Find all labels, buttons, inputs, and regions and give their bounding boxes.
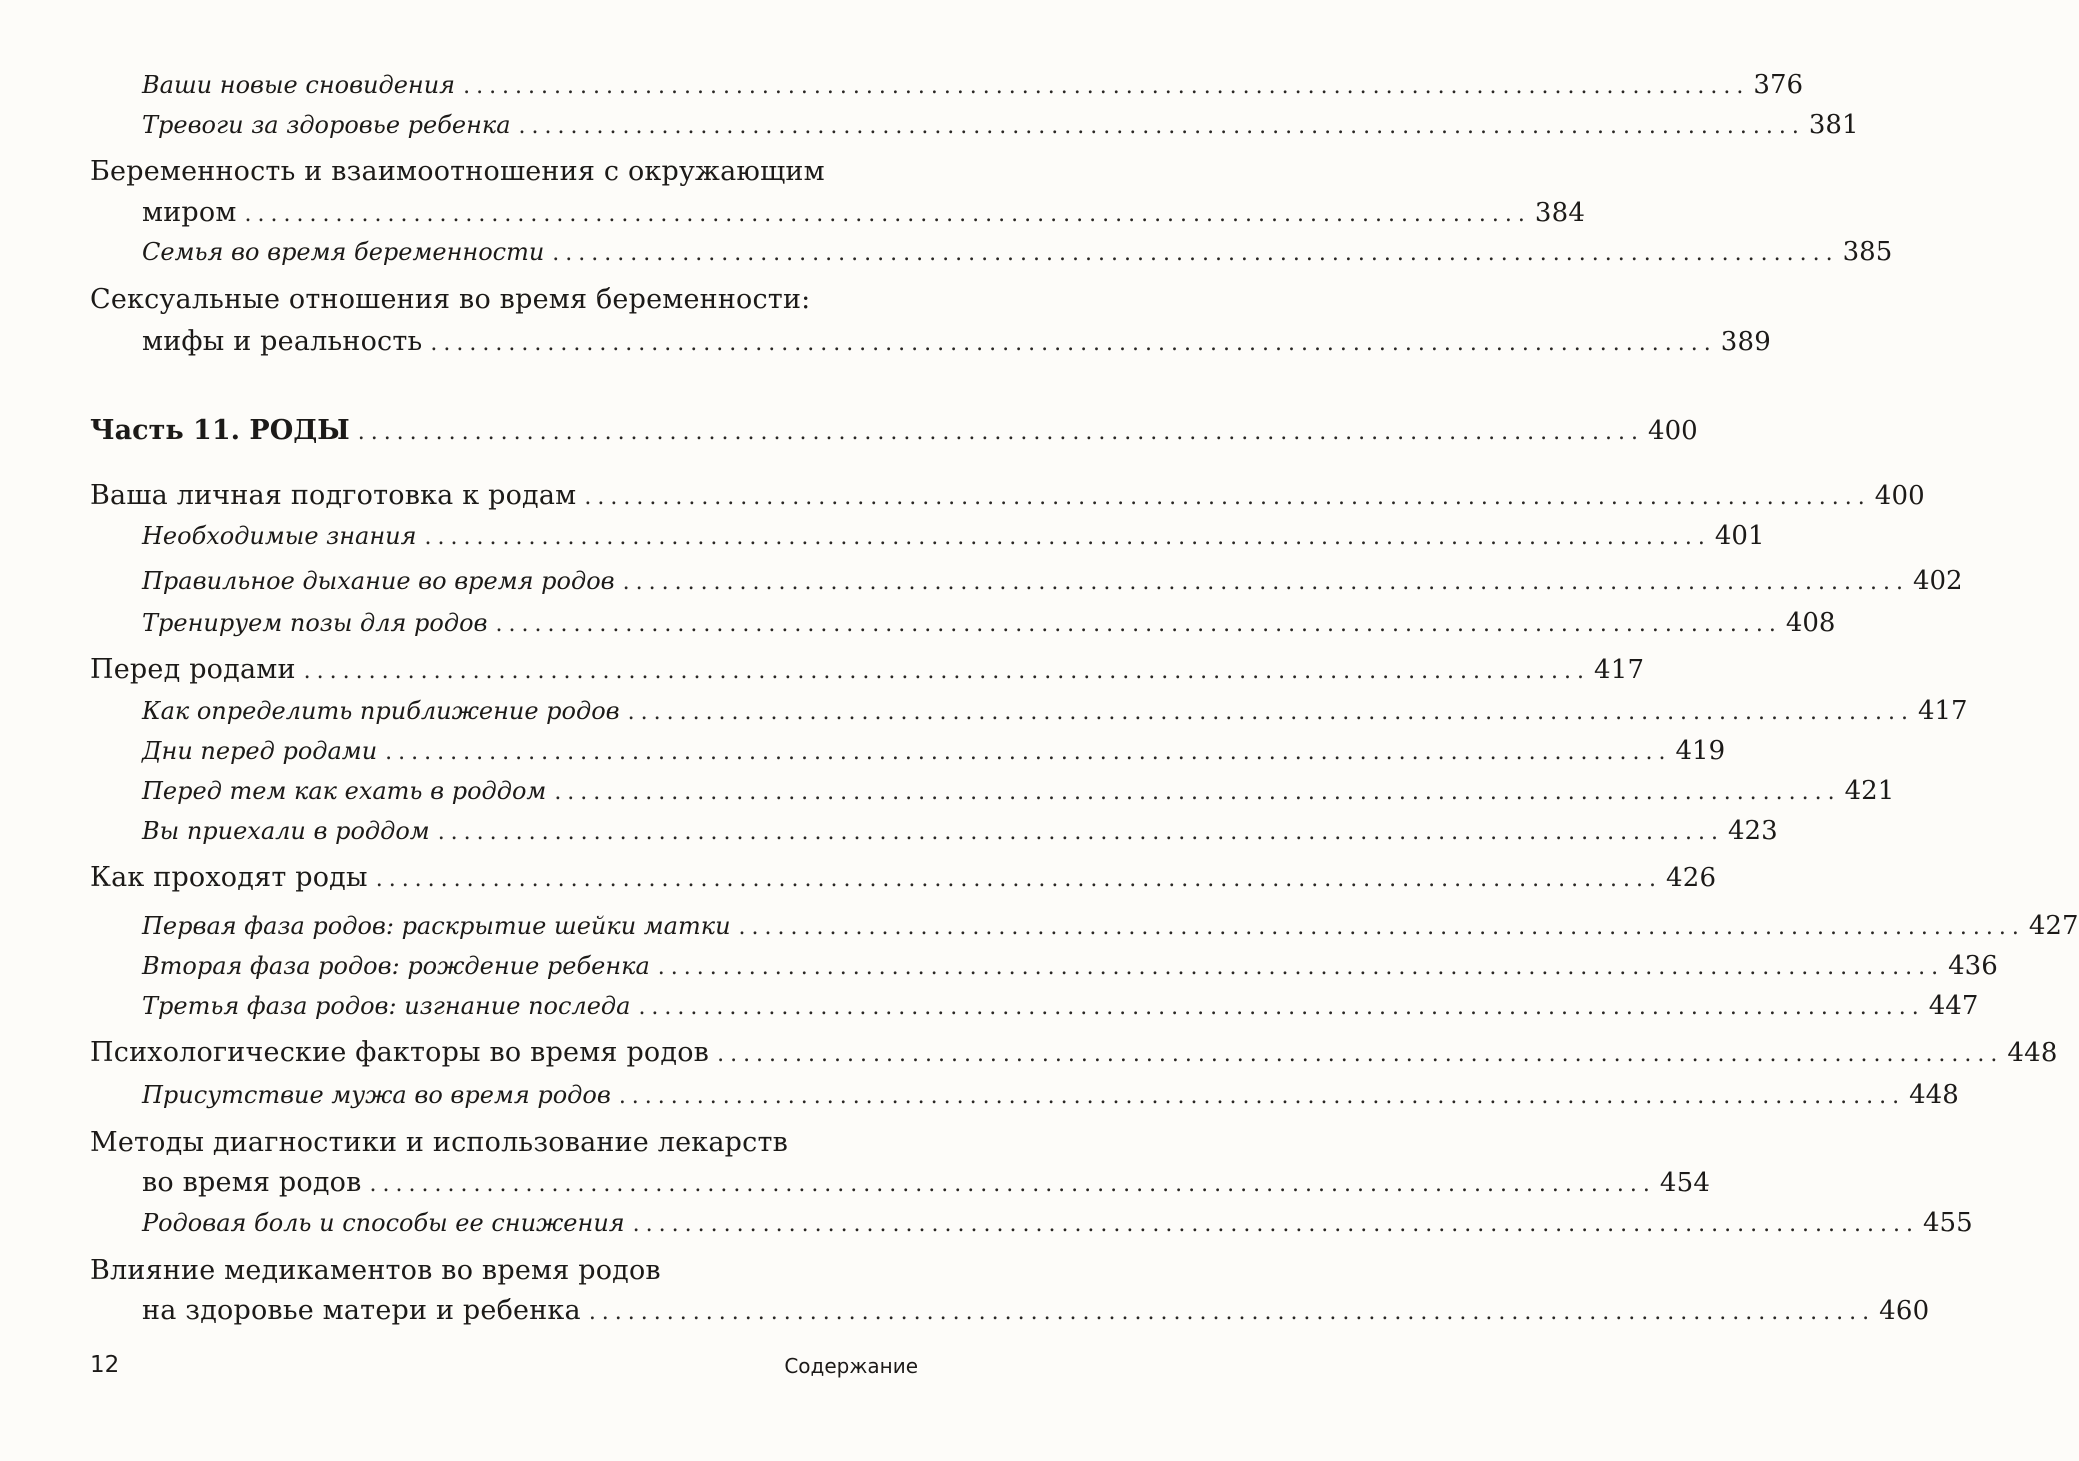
toc-entry-title: Тренируем позы для родов [142,609,488,637]
toc-row [142,326,1771,357]
toc-entry-title: Перед родами [90,654,296,685]
toc-entry-page: 417 [1593,655,1645,685]
toc-entry-title: Необходимые знания [142,522,417,550]
leader-dots: ................................................................................................... [375,867,1663,892]
toc-entry-page: 448 [1909,1080,1959,1110]
toc-row [142,521,1765,551]
toc-row [142,237,1893,267]
toc-entry-page: 455 [1923,1208,1973,1238]
toc-row [90,1037,2058,1068]
toc-entry-page: 419 [1675,736,1726,766]
toc-entry-page: 385 [1842,237,1893,267]
toc-row [142,951,1998,981]
toc-row [142,566,1963,596]
leader-dots: ................................................................................................... [463,74,1750,99]
toc-row [142,1208,1973,1238]
toc-row [142,696,1968,726]
toc-entry-page: 408 [1785,608,1836,638]
leader-dots: ................................................................................................... [584,485,1871,510]
toc-row [142,1295,1930,1326]
toc-entry-title: Перед тем как ехать в роддом [142,777,547,805]
toc-entry-page: 426 [1666,863,1717,893]
leader-dots: ................................................................................................... [437,820,1725,845]
toc-entry-title: Присутствие мужа во время родов [142,1081,611,1109]
toc-row [90,480,1925,511]
toc-entry-page: 384 [1534,198,1586,228]
toc-entry-page: 454 [1659,1168,1711,1198]
toc-entry-page: 402 [1912,566,1963,596]
toc-entry-page: 400 [1648,416,1698,446]
leader-dots: ................................................................................................... [552,241,1839,266]
toc-entry-page: 400 [1874,481,1925,511]
leader-dots: ................................................................................................... [244,202,1531,227]
leader-dots: ................................................................................................... [657,955,1945,980]
toc-entry-title-line1: Беременность и взаимоотношения с окружающим [90,156,825,187]
leader-dots: ................................................................................................... [357,420,1645,445]
toc-entry-title: на здоровье матери и ребенка [142,1295,581,1326]
toc-entry-title: Ваши новые сновидения [142,71,456,99]
toc-row [90,654,1645,685]
leader-dots: ................................................................................................... [618,1084,1906,1109]
leader-dots: ................................................................................................... [588,1300,1876,1325]
leader-dots: ................................................................................................... [717,1042,2004,1067]
toc-entry-title: миром [142,197,237,228]
toc-entry-title: Как проходят роды [90,862,368,893]
footer-section-title: Содержание [784,1354,918,1378]
toc-row [142,736,1726,766]
toc-row [142,1167,1711,1198]
toc-row [142,816,1778,846]
toc-entry-title: Первая фаза родов: раскрытие шейки матки [142,912,731,940]
leader-dots: ................................................................................................... [303,659,1590,684]
leader-dots: ................................................................................................... [385,740,1672,765]
toc-entry-page: 417 [1917,696,1968,726]
toc-entry-title: во время родов [142,1167,362,1198]
leader-dots: ................................................................................................... [632,1212,1919,1237]
toc-entry-title: Дни перед родами [142,737,378,765]
toc-row [90,862,1717,893]
toc-row [142,110,1859,140]
toc-entry-title: мифы и реальность [142,326,423,357]
toc-entry-page: 401 [1714,521,1765,551]
toc-entry-title-line1: Методы диагностики и использование лекарств [90,1127,789,1158]
toc-row [142,776,1895,806]
toc-entry-title: Часть 11. РОДЫ [90,415,350,446]
toc-row [90,415,1698,446]
toc-entry-title: Вы приехали в роддом [142,817,430,845]
toc-entry-title: Психологические факторы во время родов [90,1037,710,1068]
toc-entry-page: 421 [1844,776,1895,806]
toc-entry-page: 460 [1879,1296,1930,1326]
leader-dots: ................................................................................................... [430,331,1717,356]
toc-entry-title: Правильное дыхание во время родов [142,567,615,595]
toc-entry-page: 423 [1728,816,1778,846]
toc-entry-title-line1: Сексуальные отношения во время беременности: [90,284,811,315]
toc-row [142,1080,1959,1110]
toc-row [142,197,1586,228]
toc-entry-page: 376 [1753,70,1804,100]
toc-entry-page: 448 [2007,1038,2058,1068]
toc-row [142,911,2079,941]
leader-dots: ................................................................................................... [738,915,2025,940]
toc-row [142,608,1836,638]
toc-entry-title: Третья фаза родов: изгнание последа [142,992,631,1020]
leader-dots: ................................................................................................... [627,700,1914,725]
leader-dots: ................................................................................................... [424,525,1711,550]
toc-row [142,991,1979,1021]
toc-entry-title: Семья во время беременности [142,238,545,266]
toc-entry-page: 436 [1948,951,1998,981]
leader-dots: ................................................................................................... [638,995,1925,1020]
toc-entry-page: 427 [2028,911,2079,941]
leader-dots: ................................................................................................... [554,780,1841,805]
leader-dots: ................................................................................................... [369,1172,1656,1197]
toc-entry-page: 447 [1928,991,1979,1021]
toc-row [142,70,1804,100]
leader-dots: ................................................................................................... [622,570,1909,595]
toc-entry-page: 389 [1720,327,1771,357]
toc-entry-title-line1: Влияние медикаментов во время родов [90,1255,661,1286]
toc-entry-title: Как определить приближение родов [142,697,620,725]
leader-dots: ................................................................................................... [495,612,1782,637]
toc-entry-title: Вторая фаза родов: рождение ребенка [142,952,650,980]
toc-entry-title: Ваша личная подготовка к родам [90,480,577,511]
toc-entry-title: Тревоги за здоровье ребенка [142,111,511,139]
footer-page-number: 12 [90,1352,120,1378]
toc-entry-title: Родовая боль и способы ее снижения [142,1209,625,1237]
toc-entry-page: 381 [1808,110,1859,140]
leader-dots: ................................................................................................... [518,114,1805,139]
